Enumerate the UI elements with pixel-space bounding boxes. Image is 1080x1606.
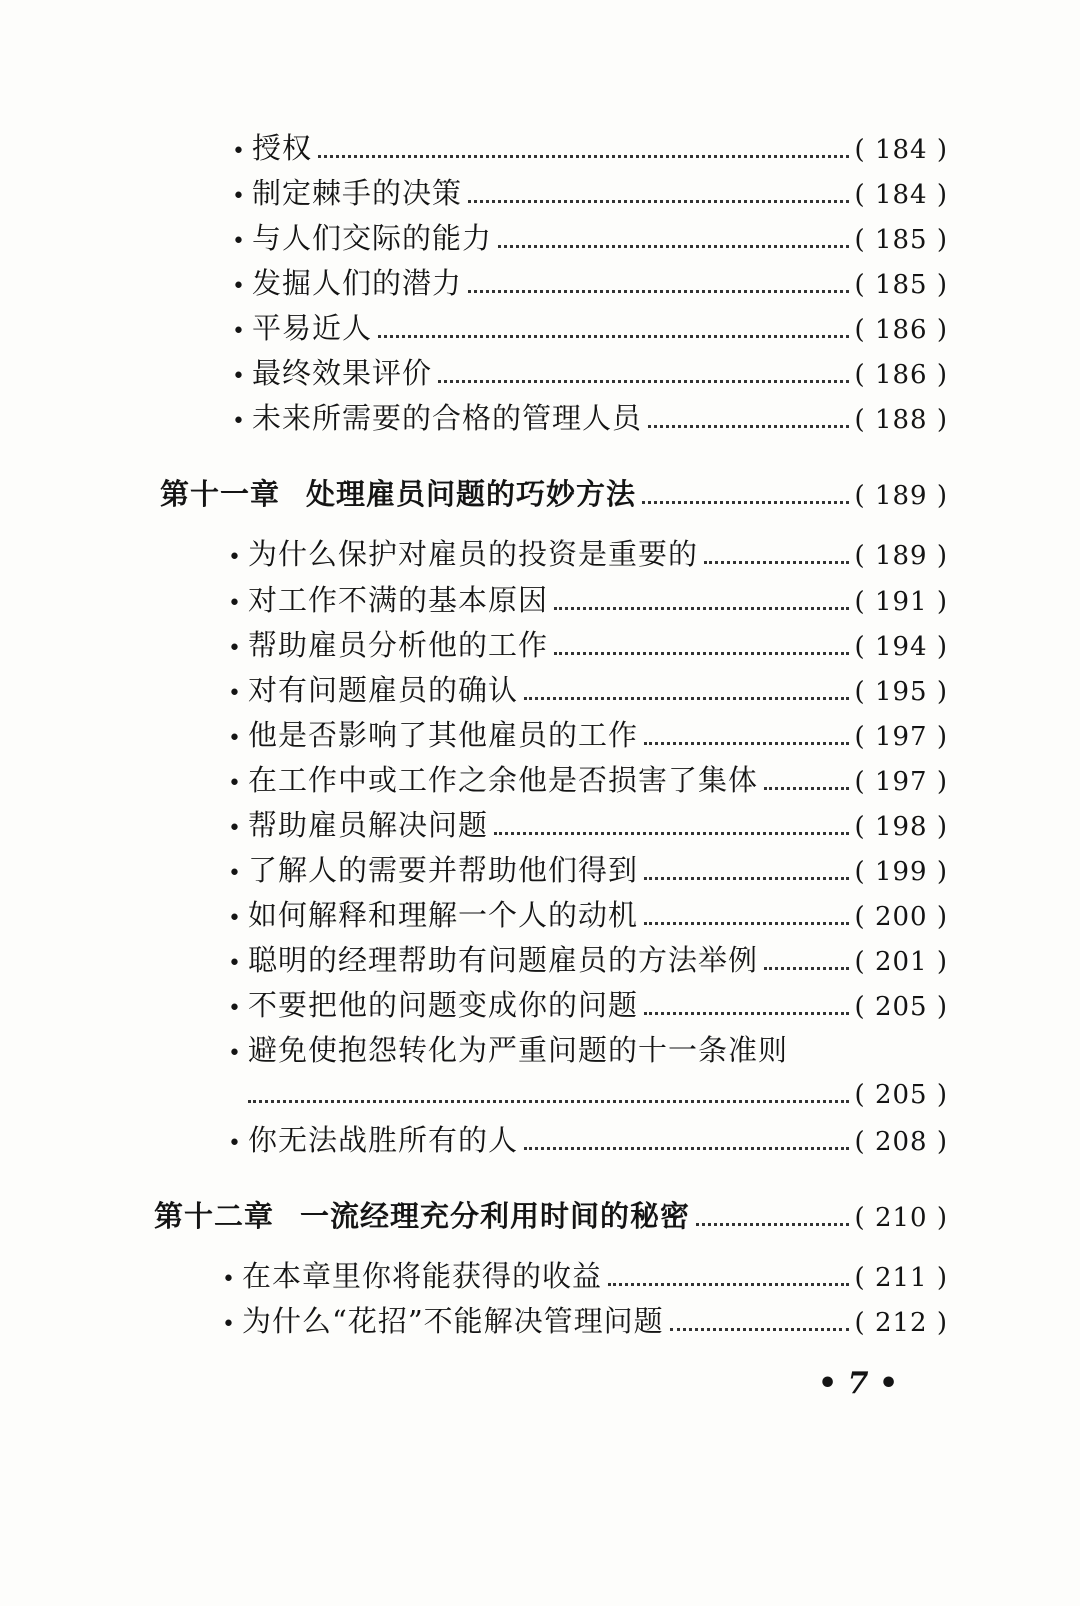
dot-leader [644, 855, 849, 880]
dot-leader [438, 358, 849, 383]
toc-entry-page: ( 191 ) [854, 587, 948, 617]
bullet-icon: • [228, 545, 241, 570]
bullet-icon: • [232, 364, 245, 389]
toc-entry-page: ( 211 ) [854, 1263, 948, 1293]
bullet-icon: • [232, 229, 245, 254]
toc-entry-page: ( 201 ) [854, 947, 948, 977]
dot-leader [524, 1125, 849, 1150]
dot-leader [696, 1201, 848, 1226]
toc-entry [228, 897, 948, 937]
bullet-icon: • [222, 1267, 235, 1292]
chapter-number: 第十一章 [160, 477, 281, 511]
toc-entry-page: ( 186 ) [854, 360, 948, 390]
toc-entry-page: ( 186 ) [854, 315, 948, 345]
toc-entry [222, 1303, 948, 1343]
toc-entry-page: ( 205 ) [854, 1080, 948, 1110]
bullet-icon: • [232, 274, 245, 299]
bullet-icon: • [228, 771, 241, 796]
dot-leader [644, 990, 849, 1015]
toc-entry-title: 聪明的经理帮助有问题雇员的方法举例 [248, 943, 759, 977]
toc-entry-title: 避免使抱怨转化为严重问题的十一条准则 [248, 1033, 789, 1067]
toc-entry-title: 与人们交际的能力 [252, 221, 493, 255]
toc-entry-title: 未来所需要的合格的管理人员 [252, 401, 643, 435]
toc-entry-title: 在本章里你将能获得的收益 [242, 1259, 603, 1293]
chapter-heading [154, 1198, 948, 1236]
dot-leader [644, 720, 849, 745]
bullet-icon: • [232, 184, 245, 209]
bullet-icon: • [228, 906, 241, 931]
toc-entry-title: 平易近人 [252, 311, 373, 345]
bullet-icon: • [232, 409, 245, 434]
dot-leader [554, 585, 849, 610]
bullet-icon: • [228, 636, 241, 661]
toc-entry [228, 942, 948, 982]
toc-entry-page: ( 208 ) [854, 1127, 948, 1157]
toc-entry-page: ( 185 ) [854, 270, 948, 300]
toc-entry [228, 1032, 948, 1072]
toc-entry-page: ( 195 ) [854, 677, 948, 707]
toc-entry-title: 发掘人们的潜力 [252, 266, 463, 300]
bullet-icon: • [228, 1041, 241, 1066]
toc-entry [232, 310, 948, 350]
toc-entry-title: 最终效果评价 [252, 356, 433, 390]
toc-entry [232, 130, 948, 170]
toc-entry [228, 987, 948, 1027]
toc-entry-title: 对工作不满的基本原因 [248, 583, 549, 617]
toc-entry-title: 对有问题雇员的确认 [248, 673, 519, 707]
toc-entry-page: ( 199 ) [854, 857, 948, 887]
dot-leader [524, 675, 849, 700]
toc-entry [228, 762, 948, 802]
bullet-icon: • [228, 861, 241, 886]
dot-leader [642, 479, 848, 504]
dot-leader [764, 765, 849, 790]
toc-entry-page: ( 197 ) [854, 722, 948, 752]
toc-entry [228, 627, 948, 667]
toc-entry-title: 了解人的需要并帮助他们得到 [248, 853, 639, 887]
bullet-icon: • [232, 139, 245, 164]
dot-leader [670, 1306, 849, 1331]
toc-entry [232, 175, 948, 215]
bullet-icon: • [228, 996, 241, 1021]
dot-leader [378, 313, 849, 338]
toc-entry-page: ( 197 ) [854, 767, 948, 797]
chapter-heading [160, 476, 948, 514]
dot-leader [468, 178, 849, 203]
toc-entry [232, 355, 948, 395]
toc-entry [232, 220, 948, 260]
toc-entry-page: ( 185 ) [854, 225, 948, 255]
chapter-title: 处理雇员问题的巧妙方法 [306, 477, 637, 511]
toc-entry-title: 帮助雇员分析他的工作 [248, 628, 549, 662]
dot-leader [648, 403, 849, 428]
toc-entry [228, 1122, 948, 1162]
toc-entry-page: ( 212 ) [854, 1308, 948, 1338]
toc-entry [228, 672, 948, 712]
bullet-icon: • [222, 1312, 235, 1337]
toc-entry-title: 不要把他的问题变成你的问题 [248, 988, 639, 1022]
bullet-icon: • [228, 816, 241, 841]
toc-entry [228, 717, 948, 757]
toc-entry-title: 为什么“花招”不能解决管理问题 [242, 1304, 664, 1338]
dot-leader [248, 1078, 849, 1103]
chapter-title: 一流经理充分利用时间的秘密 [300, 1199, 691, 1233]
toc-entry [228, 807, 948, 847]
chapter-page: ( 189 ) [854, 481, 948, 511]
chapter-number: 第十二章 [154, 1199, 275, 1233]
dot-leader [498, 223, 849, 248]
bullet-icon: • [228, 591, 241, 616]
dot-leader [318, 133, 849, 158]
toc-entry-title: 在工作中或工作之余他是否损害了集体 [248, 763, 759, 797]
dot-leader [554, 630, 849, 655]
toc-entry [232, 265, 948, 305]
bullet-icon: • [232, 319, 245, 344]
toc-entry [232, 400, 948, 440]
toc-entry-title: 制定棘手的决策 [252, 176, 463, 210]
toc-entry-title: 授权 [252, 131, 313, 165]
toc-entry-page: ( 194 ) [854, 632, 948, 662]
toc-entry [228, 536, 948, 576]
toc-entry-page: ( 198 ) [854, 812, 948, 842]
toc-entry-page: ( 200 ) [854, 902, 948, 932]
toc-entry-page: ( 184 ) [854, 180, 948, 210]
toc-entry [222, 1258, 948, 1298]
toc-entry-page: ( 188 ) [854, 405, 948, 435]
bullet-icon: • [228, 726, 241, 751]
toc-entry [228, 852, 948, 892]
toc-entry-page: ( 184 ) [854, 135, 948, 165]
chapter-page: ( 210 ) [854, 1203, 948, 1233]
toc-entry-continuation [248, 1077, 948, 1113]
bullet-icon: • [228, 1131, 241, 1156]
toc-entry-title: 为什么保护对雇员的投资是重要的 [248, 537, 699, 571]
bullet-icon: • [228, 681, 241, 706]
dot-leader [608, 1261, 849, 1286]
dot-leader [704, 539, 849, 564]
dot-leader [494, 810, 849, 835]
toc-entry-title: 他是否影响了其他雇员的工作 [248, 718, 639, 752]
bullet-icon: • [228, 951, 241, 976]
toc-entry-title: 如何解释和理解一个人的动机 [248, 898, 639, 932]
toc-entry-page: ( 189 ) [854, 541, 948, 571]
dot-leader [764, 945, 849, 970]
dot-leader [644, 900, 849, 925]
toc-entry-page: ( 205 ) [854, 992, 948, 1022]
toc-entry [228, 582, 948, 622]
toc-entry-title: 帮助雇员解决问题 [248, 808, 489, 842]
toc-entry-title: 你无法战胜所有的人 [248, 1123, 519, 1157]
dot-leader [468, 268, 849, 293]
page-number: • 7 • [818, 1366, 899, 1401]
